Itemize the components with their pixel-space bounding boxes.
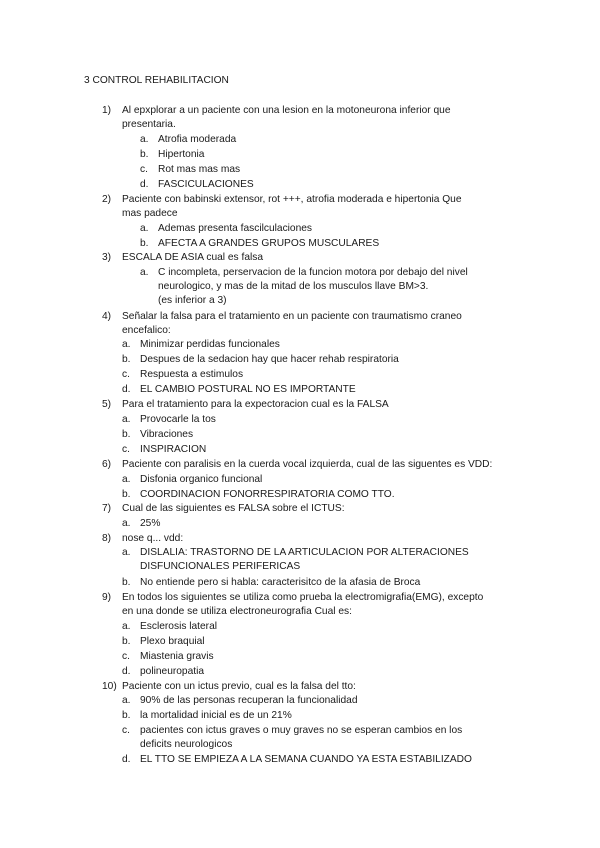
answer-option bbox=[122, 619, 217, 634]
question-text: Para el tratamiento para la expectoracion cual es la FALSA bbox=[122, 399, 389, 410]
option-label: d. bbox=[122, 666, 131, 677]
option-label: c. bbox=[122, 725, 130, 736]
answer-option bbox=[122, 442, 206, 457]
option-label: b. bbox=[122, 636, 131, 647]
answer-option bbox=[122, 337, 280, 352]
question-number: 6) bbox=[102, 459, 112, 470]
question-number: 5) bbox=[102, 399, 112, 410]
answer-option bbox=[122, 412, 216, 427]
option-label: c. bbox=[122, 444, 130, 455]
question-number: 9) bbox=[102, 592, 112, 603]
answer-option bbox=[122, 487, 395, 502]
page-title: 3 CONTROL REHABILITACION bbox=[84, 75, 229, 86]
option-label: c. bbox=[122, 369, 130, 380]
answer-option bbox=[122, 664, 204, 679]
question-text: Paciente con paralisis en la cuerda vocal izquierda, cual de las siguentes es VDD: bbox=[122, 459, 493, 470]
option-text: No entiende pero si habla: caracterisitco de la afasia de Broca bbox=[140, 577, 421, 588]
option-text: DISFUNCIONALES PERIFERICAS bbox=[140, 561, 301, 572]
option-text: EL CAMBIO POSTURAL NO ES IMPORTANTE bbox=[140, 384, 356, 395]
option-label: b. bbox=[122, 710, 131, 721]
answer-option bbox=[140, 147, 204, 162]
option-label: a. bbox=[122, 547, 131, 558]
option-label: b. bbox=[140, 238, 149, 249]
question-text: Cual de las siguientes es FALSA sobre el ICTUS: bbox=[122, 503, 345, 514]
option-label: a. bbox=[122, 414, 131, 425]
option-label: a. bbox=[122, 518, 131, 529]
option-text: FASCICULACIONES bbox=[158, 179, 254, 190]
option-text: pacientes con ictus graves o muy graves no se esperan cambios en los bbox=[140, 725, 463, 736]
answer-option bbox=[122, 575, 420, 590]
option-text: Esclerosis lateral bbox=[140, 621, 217, 632]
answer-option bbox=[122, 427, 193, 442]
option-text: DISLALIA: TRASTORNO DE LA ARTICULACION POR ALTERACIONES bbox=[140, 547, 469, 558]
option-text: Miastenia gravis bbox=[140, 651, 214, 662]
answer-option bbox=[122, 708, 292, 723]
option-text: INSPIRACION bbox=[140, 444, 207, 455]
option-text: Hipertonia bbox=[158, 149, 205, 160]
option-text: Respuesta a estimulos bbox=[140, 369, 244, 380]
option-label: a. bbox=[140, 267, 149, 278]
option-text: C incompleta, perservacion de la funcion motora por debajo del nivel bbox=[158, 267, 468, 278]
option-label: c. bbox=[140, 164, 148, 175]
option-text: (es inferior a 3) bbox=[158, 295, 227, 306]
answer-option bbox=[122, 516, 160, 531]
question-text: encefalico: bbox=[122, 325, 171, 336]
option-label: b. bbox=[122, 354, 131, 365]
question-text: nose q... vdd: bbox=[122, 533, 184, 544]
option-label: a. bbox=[122, 339, 131, 350]
answer-option bbox=[122, 649, 214, 664]
option-text: Rot mas mas mas bbox=[158, 164, 241, 175]
option-label: d. bbox=[122, 384, 131, 395]
option-text: Atrofia moderada bbox=[158, 134, 237, 145]
option-label: c. bbox=[122, 651, 130, 662]
option-label: a. bbox=[122, 695, 131, 706]
question-text: Señalar la falsa para el tratamiento en un paciente con traumatismo craneo bbox=[122, 311, 462, 322]
option-label: b. bbox=[122, 577, 131, 588]
option-label: b. bbox=[140, 149, 149, 160]
option-text: deficits neurologicos bbox=[140, 739, 233, 750]
answer-option bbox=[140, 162, 240, 177]
option-text: Provocarle la tos bbox=[140, 414, 216, 425]
question-text: en una donde se utiliza electroneurografia Cual es: bbox=[122, 606, 352, 617]
answer-option bbox=[122, 367, 243, 382]
option-text: AFECTA A GRANDES GRUPOS MUSCULARES bbox=[158, 238, 380, 249]
option-label: a. bbox=[140, 134, 149, 145]
answer-option bbox=[140, 221, 312, 236]
question-text: Paciente con babinski extensor, rot +++, atrofia moderada e hipertonia Que bbox=[122, 194, 462, 205]
answer-option bbox=[122, 352, 399, 367]
question-text: ESCALA DE ASIA cual es falsa bbox=[122, 252, 264, 263]
answer-option bbox=[140, 177, 254, 192]
answer-option bbox=[140, 132, 236, 147]
option-label: d. bbox=[140, 179, 149, 190]
option-text: polineuropatia bbox=[140, 666, 205, 677]
question-number: 7) bbox=[102, 503, 112, 514]
answer-option bbox=[122, 472, 262, 487]
question-text: presentaria. bbox=[122, 119, 176, 130]
question-text: Al epxplorar a un paciente con una lesion en la motoneurona inferior que bbox=[122, 105, 451, 116]
answer-option bbox=[140, 265, 468, 280]
answer-option bbox=[122, 693, 357, 708]
option-text: Plexo braquial bbox=[140, 636, 205, 647]
option-label: a. bbox=[122, 621, 131, 632]
question-text: En todos los siguientes se utiliza como prueba la electromigrafia(EMG), excepto bbox=[122, 592, 484, 603]
answer-option bbox=[122, 382, 356, 397]
answer-option bbox=[140, 236, 379, 251]
option-text: COORDINACION FONORRESPIRATORIA COMO TTO. bbox=[140, 489, 395, 500]
option-label: b. bbox=[122, 429, 131, 440]
question-text: Paciente con un ictus previo, cual es la falsa del tto: bbox=[122, 681, 356, 692]
answer-option bbox=[122, 634, 205, 649]
question-number: 4) bbox=[102, 311, 112, 322]
question-number: 10) bbox=[102, 681, 117, 692]
option-label: a. bbox=[140, 223, 149, 234]
option-text: la mortalidad inicial es de un 21% bbox=[140, 710, 292, 721]
answer-option bbox=[122, 752, 472, 767]
question-number: 2) bbox=[102, 194, 112, 205]
option-text: neurologico, y mas de la mitad de los musculos llave BM>3. bbox=[158, 281, 429, 292]
option-text: Ademas presenta fascilculaciones bbox=[158, 223, 313, 234]
option-text: Vibraciones bbox=[140, 429, 194, 440]
option-label: b. bbox=[122, 489, 131, 500]
question-number: 3) bbox=[102, 252, 112, 263]
option-label: a. bbox=[122, 474, 131, 485]
option-text: Despues de la sedacion hay que hacer rehab respiratoria bbox=[140, 354, 399, 365]
answer-option bbox=[122, 723, 462, 738]
option-text: EL TTO SE EMPIEZA A LA SEMANA CUANDO YA ESTA ESTABILIZADO bbox=[140, 754, 472, 765]
question-number: 8) bbox=[102, 533, 112, 544]
option-text: Minimizar perdidas funcionales bbox=[140, 339, 280, 350]
answer-option bbox=[122, 545, 469, 560]
question-text: mas padece bbox=[122, 208, 178, 219]
option-text: 25% bbox=[140, 518, 161, 529]
option-text: 90% de las personas recuperan la funcionalidad bbox=[140, 695, 358, 706]
option-text: Disfonia organico funcional bbox=[140, 474, 263, 485]
option-label: d. bbox=[122, 754, 131, 765]
question-number: 1) bbox=[102, 105, 112, 116]
